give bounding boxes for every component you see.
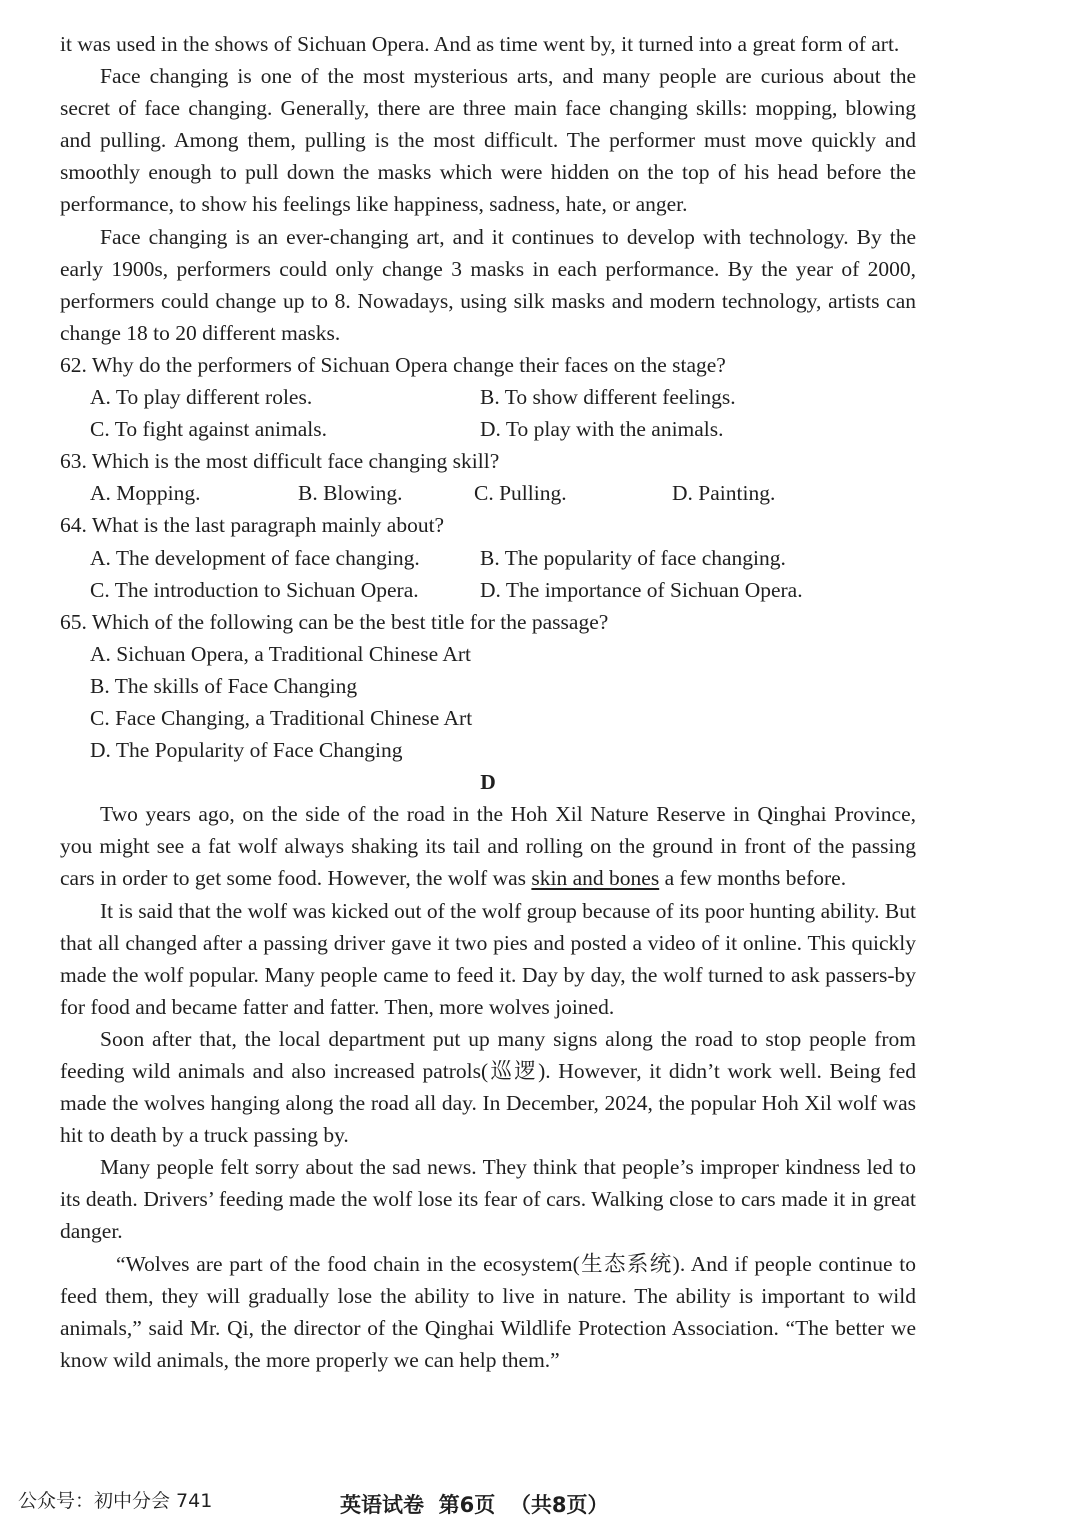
option-c: C. The introduction to Sichuan Opera. <box>90 577 419 602</box>
passage-c-paragraph-0: it was used in the shows of Sichuan Opera. And as time went by, it turned into a great form of art. <box>60 32 900 56</box>
option-b: B. Blowing. <box>298 481 403 506</box>
section-heading-d: D <box>480 770 496 795</box>
option-d: D. The Popularity of Face Changing <box>90 738 403 763</box>
option-c: C. Pulling. <box>474 481 567 506</box>
option-a: A. Mopping. <box>90 481 201 506</box>
passage-d-paragraph-2: It is said that the wolf was kicked out of the wolf group because of its poor hunting ability. But that all changed after a passing driver gave it two pies and posted a video of it online. This quickly made the wolf popular. Many people came to feed it. Day by day, the wolf turned to ask passers-by for food and became fatter and fatter. Then, more wolves joined. <box>60 898 916 1019</box>
option-c: C. Face Changing, a Traditional Chinese Art <box>90 705 473 730</box>
passage-d-p1-text-start: Two years ago, on the side of the road in the Hoh Xil Nature Reserve in Qinghai Province, you might see a fat wolf always shaking its tail and rolling on the ground in front of the passing cars in order to get some food. However, the wolf was <box>60 802 916 891</box>
exam-page <box>60 28 916 1376</box>
passage-d-paragraph-4: Many people felt sorry about the sad news. They think that people’s improper kindness led to its death. Drivers’ feeding made the wolf lose its fear of cars. Walking close to cars made it in great danger. <box>60 1155 916 1244</box>
question-63 <box>60 445 916 509</box>
question-62 <box>60 349 916 445</box>
underlined-phrase: skin and bones <box>531 866 660 891</box>
option-b: B. To show different feelings. <box>480 385 736 410</box>
question-stem: 65. Which of the following can be the best title for the passage? <box>60 609 609 634</box>
passage-d-p1-text-end: a few months before. <box>659 866 847 891</box>
option-a: A. Sichuan Opera, a Traditional Chinese Art <box>90 641 471 666</box>
footer-watermark: 公众号：初中分会 741 <box>18 1490 213 1512</box>
options-list <box>60 477 916 509</box>
option-d: D. Painting. <box>672 481 776 506</box>
options-list <box>60 638 916 766</box>
passage-d-paragraph-1 <box>60 798 916 894</box>
question-stem: 64. What is the last paragraph mainly about? <box>60 513 445 538</box>
question-64 <box>60 509 916 605</box>
options-list <box>60 381 916 445</box>
question-65 <box>60 606 916 766</box>
option-a: A. To play different roles. <box>90 385 313 410</box>
option-d: D. The importance of Sichuan Opera. <box>480 577 803 602</box>
option-a: A. The development of face changing. <box>90 545 420 570</box>
passage-d-paragraph-3: Soon after that, the local department put up many signs along the road to stop people from feeding wild animals and also increased patrols(巡逻). However, it didn’t work well. Being fed made the wolves hanging along the road all day. In December, 2024, the popular Hoh Xil wolf was hit to death by a truck passing by. <box>60 1026 916 1148</box>
footer-page-number: 英语试卷 第6页 （共8页） <box>340 1493 609 1517</box>
question-stem: 62. Why do the performers of Sichuan Opera change their faces on the stage? <box>60 352 726 377</box>
passage-c-paragraph-2: Face changing is an ever-changing art, and it continues to develop with technology. By the early 1900s, performers could only change 3 masks in each performance. By the year of 2000, performers could change up to 8. Nowadays, using silk masks and modern technology, artists can change 18 to 20 different masks. <box>60 224 916 345</box>
option-c: C. To fight against animals. <box>90 417 327 442</box>
question-stem: 63. Which is the most difficult face changing skill? <box>60 449 500 474</box>
passage-c-paragraph-1: Face changing is one of the most mysterious arts, and many people are curious about the secret of face changing. Generally, there are three main face changing skills: mopping, blowing and pulling. Among them, pulling is the most difficult. The performer must move quickly and smoothly enough to pull down the masks which were hidden on the top of his head before the performance, to show his feelings like happiness, sadness, hate, or anger. <box>60 64 916 217</box>
option-b: B. The popularity of face changing. <box>480 545 786 570</box>
option-b: B. The skills of Face Changing <box>90 673 358 698</box>
options-list <box>60 542 916 606</box>
option-d: D. To play with the animals. <box>480 417 724 442</box>
passage-d-paragraph-5: “Wolves are part of the food chain in the ecosystem(生态系统). And if people continue to feed them, they will gradually lose the ability to live in nature. The ability is important to wild animals,” said Mr. Qi, the director of the Qinghai Wildlife Protection Association. “The better we know wild animals, the more properly we can help them.” <box>60 1251 916 1372</box>
